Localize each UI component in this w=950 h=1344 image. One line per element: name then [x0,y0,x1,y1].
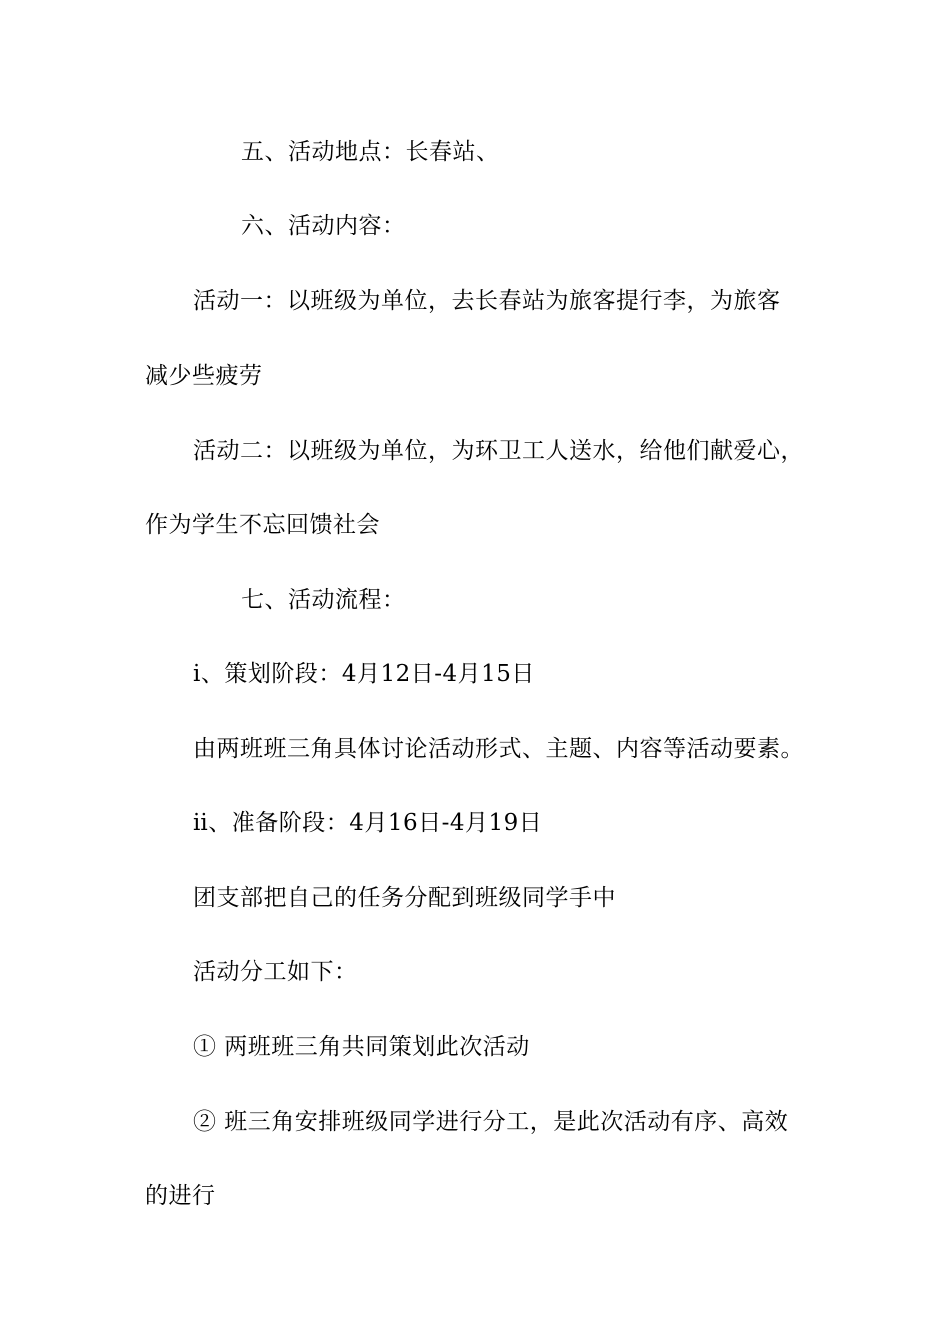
activity-one-paragraph: 活动一：以班级为单位，去长春站为旅客提行李，为旅客 [193,288,781,314]
section-content-heading: 六、活动内容： [241,213,406,239]
activity-one-paragraph-continued: 减少些疲劳 [145,363,263,389]
planning-stage-line: ⅰ、策划阶段：4月12日-4月15日 [193,661,535,687]
section-process-heading: 七、活动流程： [241,587,406,613]
planning-stage-description: 由两班班三角具体讨论活动形式、主题、内容等活动要素。 [193,736,804,762]
activity-two-paragraph: 活动二：以班级为单位，为环卫工人送水，给他们献爱心， [193,438,804,464]
labor-item-2-continued: 的进行 [145,1183,216,1209]
preparation-stage-description: 团支部把自己的任务分配到班级同学手中 [193,885,616,911]
activity-two-paragraph-continued: 作为学生不忘回馈社会 [145,512,380,538]
division-of-labor-heading: 活动分工如下： [193,959,358,985]
preparation-stage-line: ⅱ、准备阶段：4月16日-4月19日 [193,810,543,836]
labor-item-2: ② 班三角安排班级同学进行分工，是此次活动有序、高效 [193,1109,789,1135]
labor-item-1: ① 两班班三角共同策划此次活动 [193,1034,530,1060]
section-location-heading: 五、活动地点：长春站、 [241,139,500,165]
